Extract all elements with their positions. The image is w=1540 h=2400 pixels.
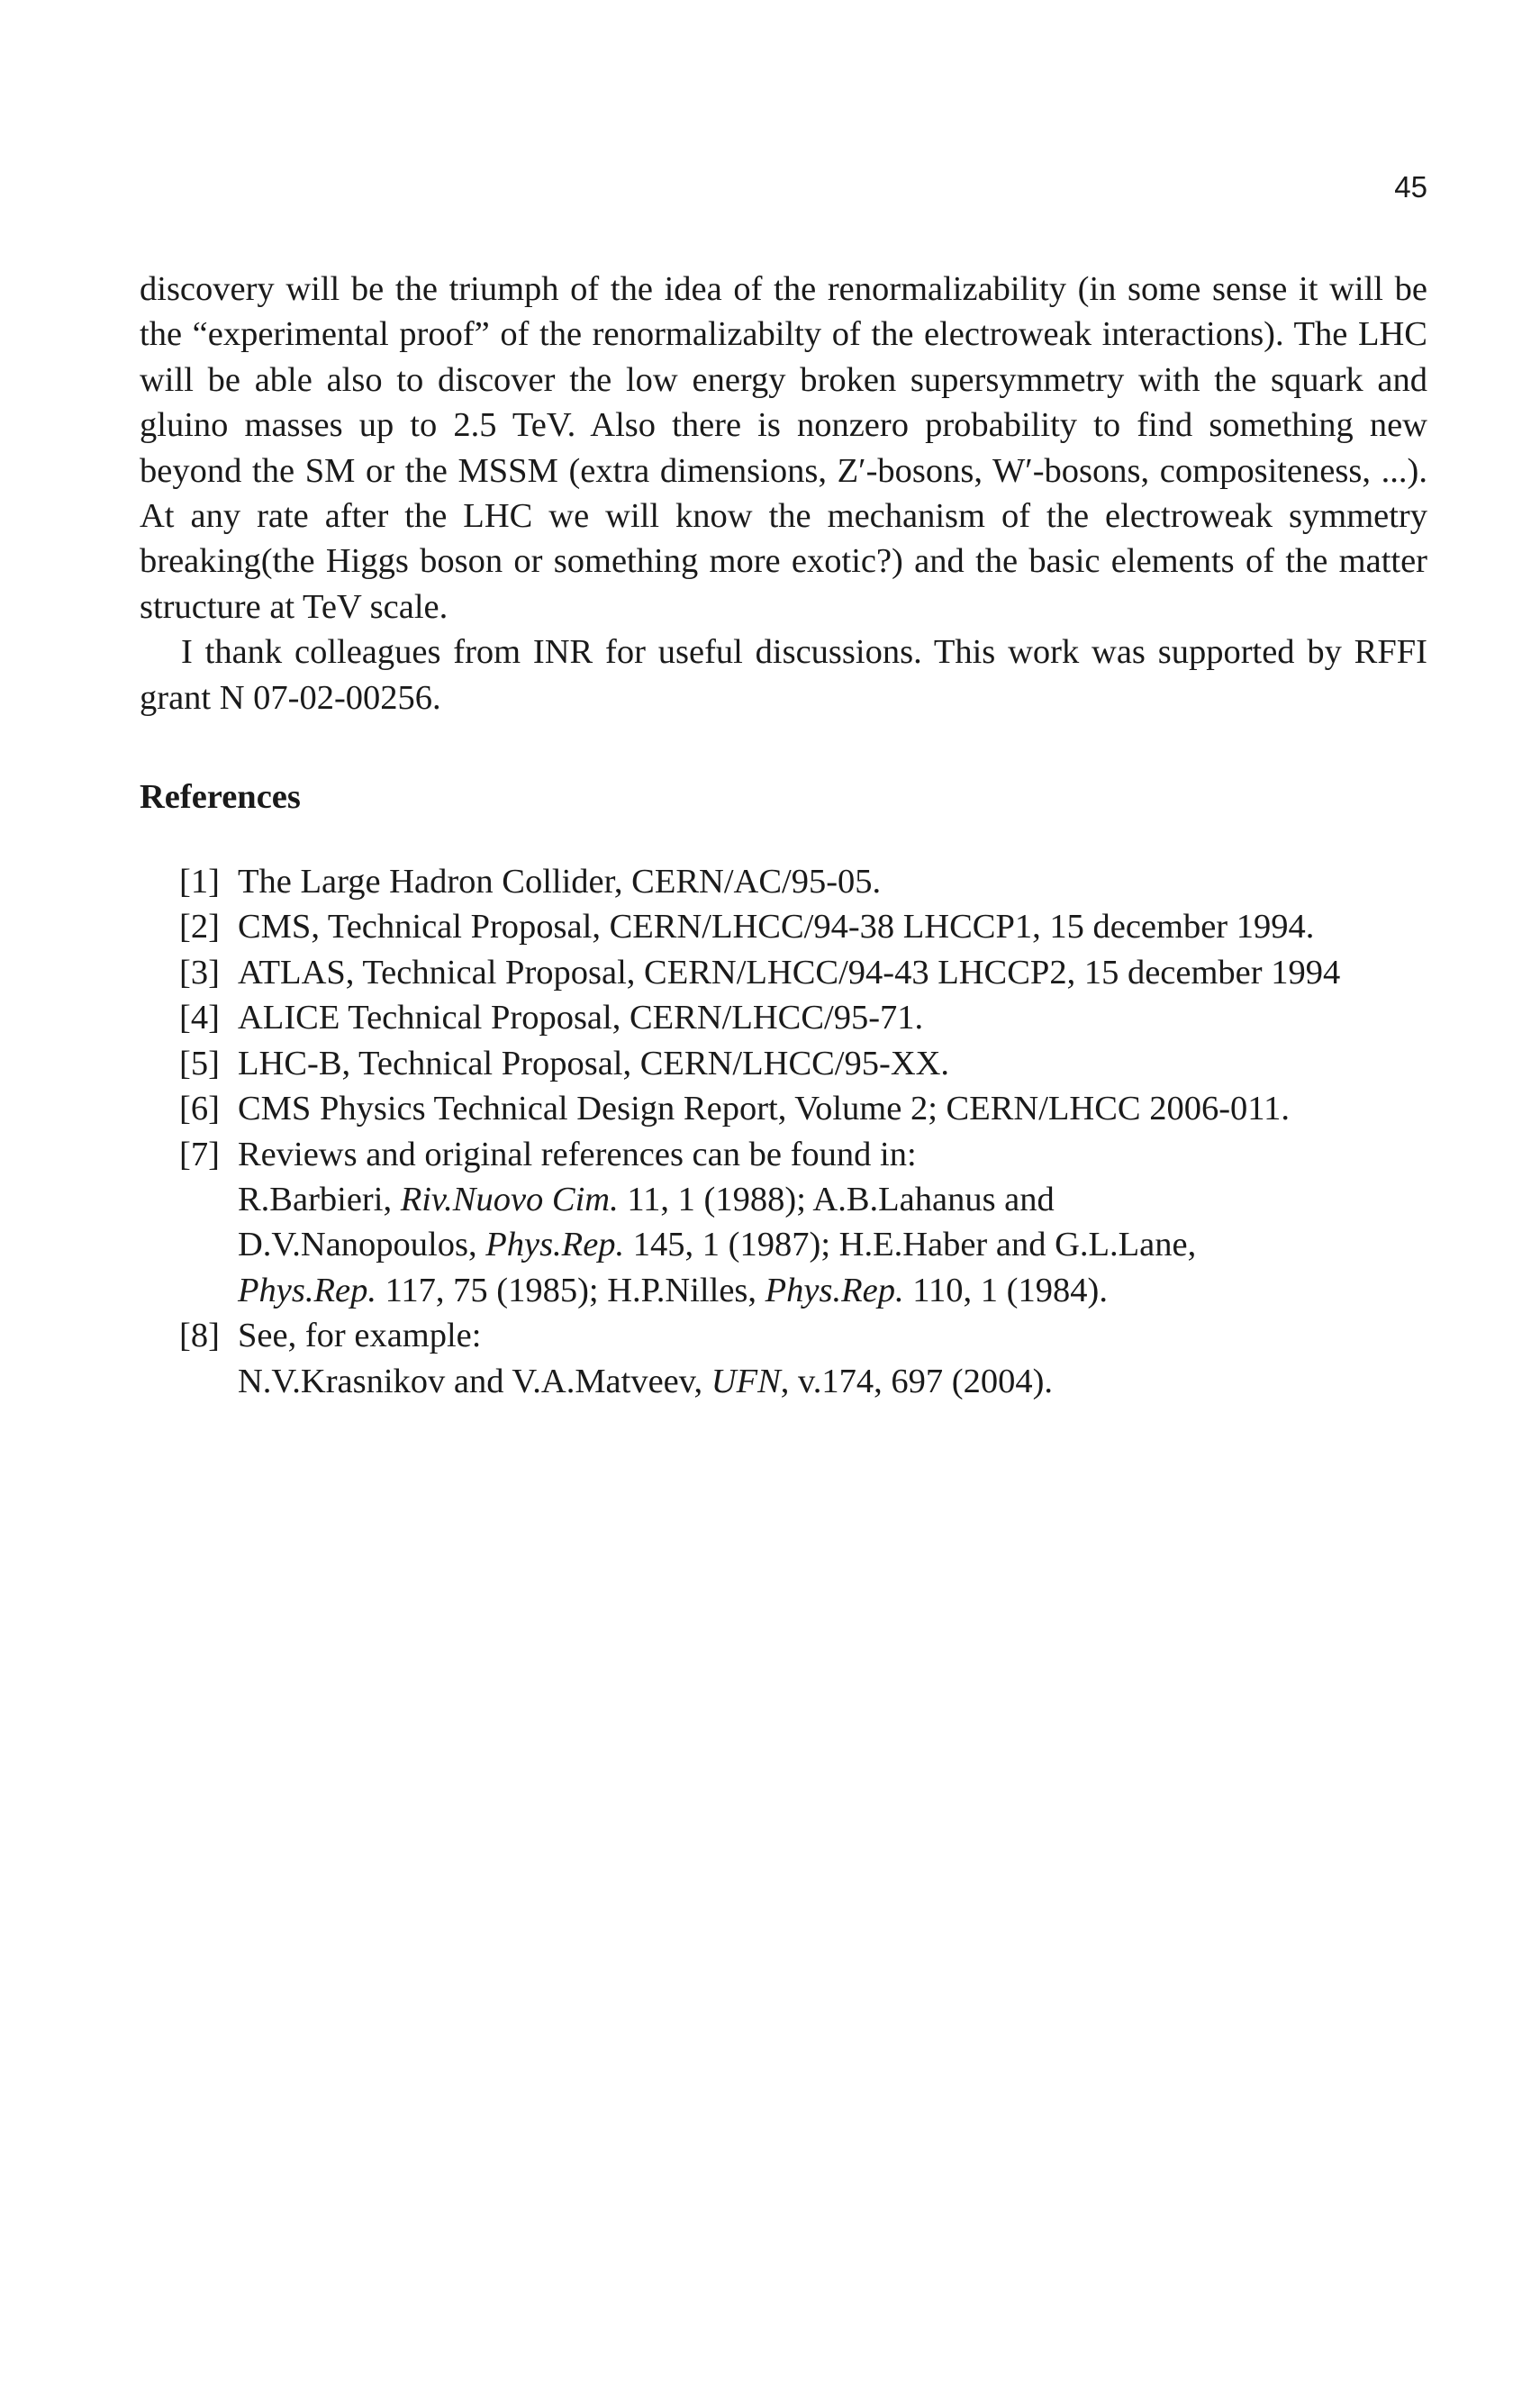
reference-line <box>238 1222 1427 1267</box>
reference-item-5 <box>140 1041 1427 1086</box>
reference-item-3 <box>140 950 1427 995</box>
reference-text <box>238 1132 1427 1314</box>
reference-authors: R.Barbieri, <box>238 1180 401 1218</box>
reference-text: ATLAS, Technical Proposal, CERN/LHCC/94-43 LHCCP2, 15 december 1994 <box>238 953 1341 992</box>
body-paragraph-1: discovery will be the triumph of the idea of the renormalizability (in some sense it will be the “experimental proof” of the renormalizabilty of the electroweak interactions). The LHC will be able also to discover the low energy broken supersymmetry with the squark and gluino masses up to 2.5 TeV. Also there is nonzero probability to find something new beyond the SM or the MSSM (extra dimensions, Z′-bosons, W′-bosons, compositeness, ...). At any rate after the LHC we will know the mechanism of the electroweak symmetry breaking(the Higgs boson or something more exotic?) and the basic elements of the matter structure at TeV scale. <box>140 270 1427 626</box>
reference-line <box>238 1359 1427 1404</box>
reference-text <box>238 1313 1427 1404</box>
journal-name: Phys.Rep. <box>765 1271 904 1309</box>
reference-number: [8] <box>179 1317 220 1355</box>
journal-name: Phys.Rep. <box>485 1226 625 1264</box>
reference-details: , v.174, 697 (2004). <box>780 1362 1054 1400</box>
reference-authors: D.V.Nanopoulos, <box>238 1226 486 1264</box>
reference-line <box>238 1268 1427 1313</box>
reference-text: CMS, Technical Proposal, CERN/LHCC/94-38 LHCCP1, 15 december 1994. <box>238 908 1315 946</box>
reference-number: [6] <box>179 1090 220 1128</box>
journal-name: UFN <box>711 1362 781 1400</box>
reference-text: CMS Physics Technical Design Report, Volume 2; CERN/LHCC 2006-011. <box>238 1090 1290 1128</box>
references-heading: References <box>140 778 301 817</box>
reference-number: [4] <box>179 999 220 1037</box>
journal-name: Riv.Nuovo Cim. <box>400 1180 619 1218</box>
reference-text: The Large Hadron Collider, CERN/AC/95-05. <box>238 863 882 901</box>
reference-item-7 <box>140 1132 1427 1314</box>
reference-number: [7] <box>179 1135 220 1173</box>
reference-line <box>238 1177 1427 1222</box>
reference-number: [2] <box>179 908 220 946</box>
reference-details: 11, 1 (1988); A.B.Lahanus and <box>618 1180 1055 1218</box>
journal-name: Phys.Rep. <box>238 1271 376 1309</box>
reference-item-2 <box>140 904 1427 949</box>
reference-item-4 <box>140 995 1427 1040</box>
reference-list <box>140 859 1427 1404</box>
reference-item-1 <box>140 859 1427 904</box>
reference-number: [1] <box>179 863 220 901</box>
body-paragraph-acknowledgement: I thank colleagues from INR for useful discussions. This work was supported by RFFI grant N 07-02-00256. <box>140 633 1427 717</box>
reference-intro: See, for example: <box>238 1317 482 1355</box>
reference-text: ALICE Technical Proposal, CERN/LHCC/95-71. <box>238 999 924 1037</box>
reference-item-6 <box>140 1086 1427 1131</box>
reference-text: LHC-B, Technical Proposal, CERN/LHCC/95-XX. <box>238 1044 950 1082</box>
reference-details: 117, 75 (1985); H.P.Nilles, <box>376 1271 765 1309</box>
reference-details: 145, 1 (1987); H.E.Haber and G.L.Lane, <box>624 1226 1197 1264</box>
reference-intro: Reviews and original references can be found in: <box>238 1135 917 1173</box>
reference-number: [5] <box>179 1044 220 1082</box>
reference-number: [3] <box>179 953 220 992</box>
reference-details: 110, 1 (1984). <box>903 1271 1108 1309</box>
page-content <box>140 267 1427 1404</box>
reference-item-8 <box>140 1313 1427 1404</box>
page-number: 45 <box>1394 170 1427 204</box>
reference-authors: N.V.Krasnikov and V.A.Matveev, <box>238 1362 711 1400</box>
